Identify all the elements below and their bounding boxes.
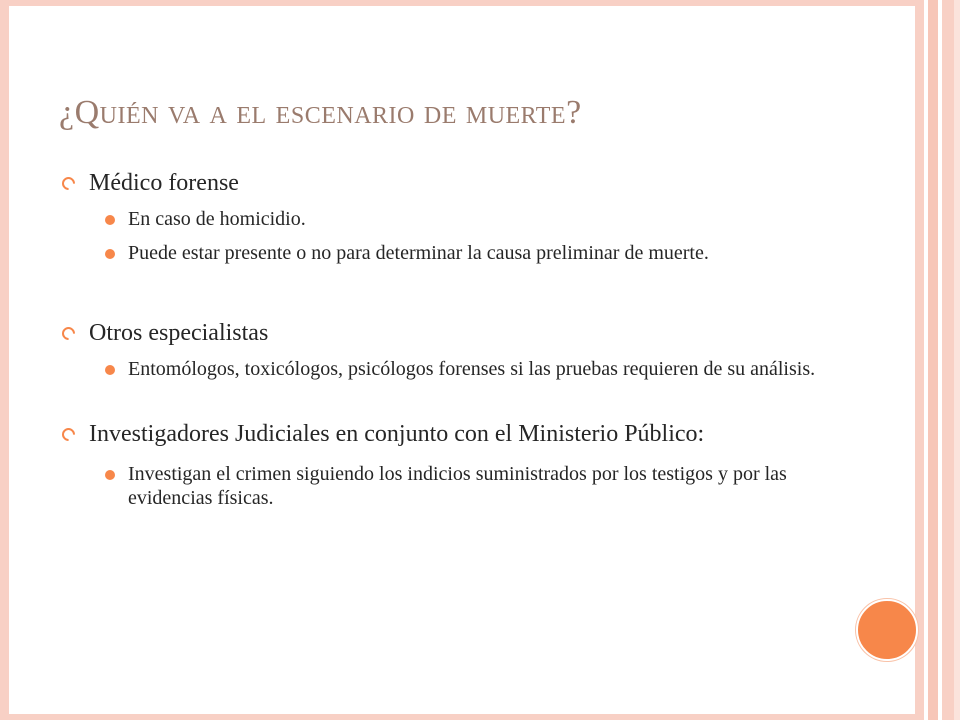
section-otros-especialistas (60, 318, 840, 381)
dot-bullet-icon (105, 470, 115, 480)
bullet-text: Otros especialistas (89, 320, 269, 346)
section-medico-forense (60, 168, 840, 265)
sub-bullet-item (89, 207, 840, 231)
sub-bullet-item (89, 241, 840, 265)
decorative-stripes (915, 0, 960, 720)
slide-frame-top (0, 0, 960, 6)
sub-bullet-text: Entomólogos, toxicólogos, psicólogos forenses si las pruebas requieren de su análisis. (128, 358, 816, 380)
bullet-text: Investigadores Judiciales en conjunto con el Ministerio Público: (89, 421, 705, 447)
slide-frame-bottom (0, 714, 960, 720)
dot-bullet-icon (105, 365, 115, 375)
dot-bullet-icon (105, 215, 115, 225)
bullet-text: Médico forense (89, 170, 239, 196)
ring-bullet-icon (59, 425, 77, 443)
bullet-item (60, 419, 840, 449)
decorative-circle (856, 599, 918, 661)
bullet-item (60, 318, 840, 348)
sub-bullet-text: En caso de homicidio. (128, 208, 306, 230)
sub-bullet-item (89, 462, 840, 510)
slide-title: ¿Quién va a el escenario de muerte? (59, 94, 582, 131)
sub-bullet-text: Puede estar presente o no para determinar la causa preliminar de muerte. (128, 242, 709, 264)
dot-bullet-icon (105, 249, 115, 259)
sub-bullet-text: Investigan el crimen siguiendo los indicios suministrados por los testigos y por las evidencias físicas. (128, 463, 787, 509)
slide-content (60, 168, 840, 510)
bullet-item (60, 168, 840, 198)
ring-bullet-icon (59, 324, 77, 342)
sub-bullet-item (89, 357, 840, 381)
slide-frame-left (0, 0, 9, 720)
ring-bullet-icon (59, 174, 77, 192)
section-investigadores (60, 419, 840, 510)
